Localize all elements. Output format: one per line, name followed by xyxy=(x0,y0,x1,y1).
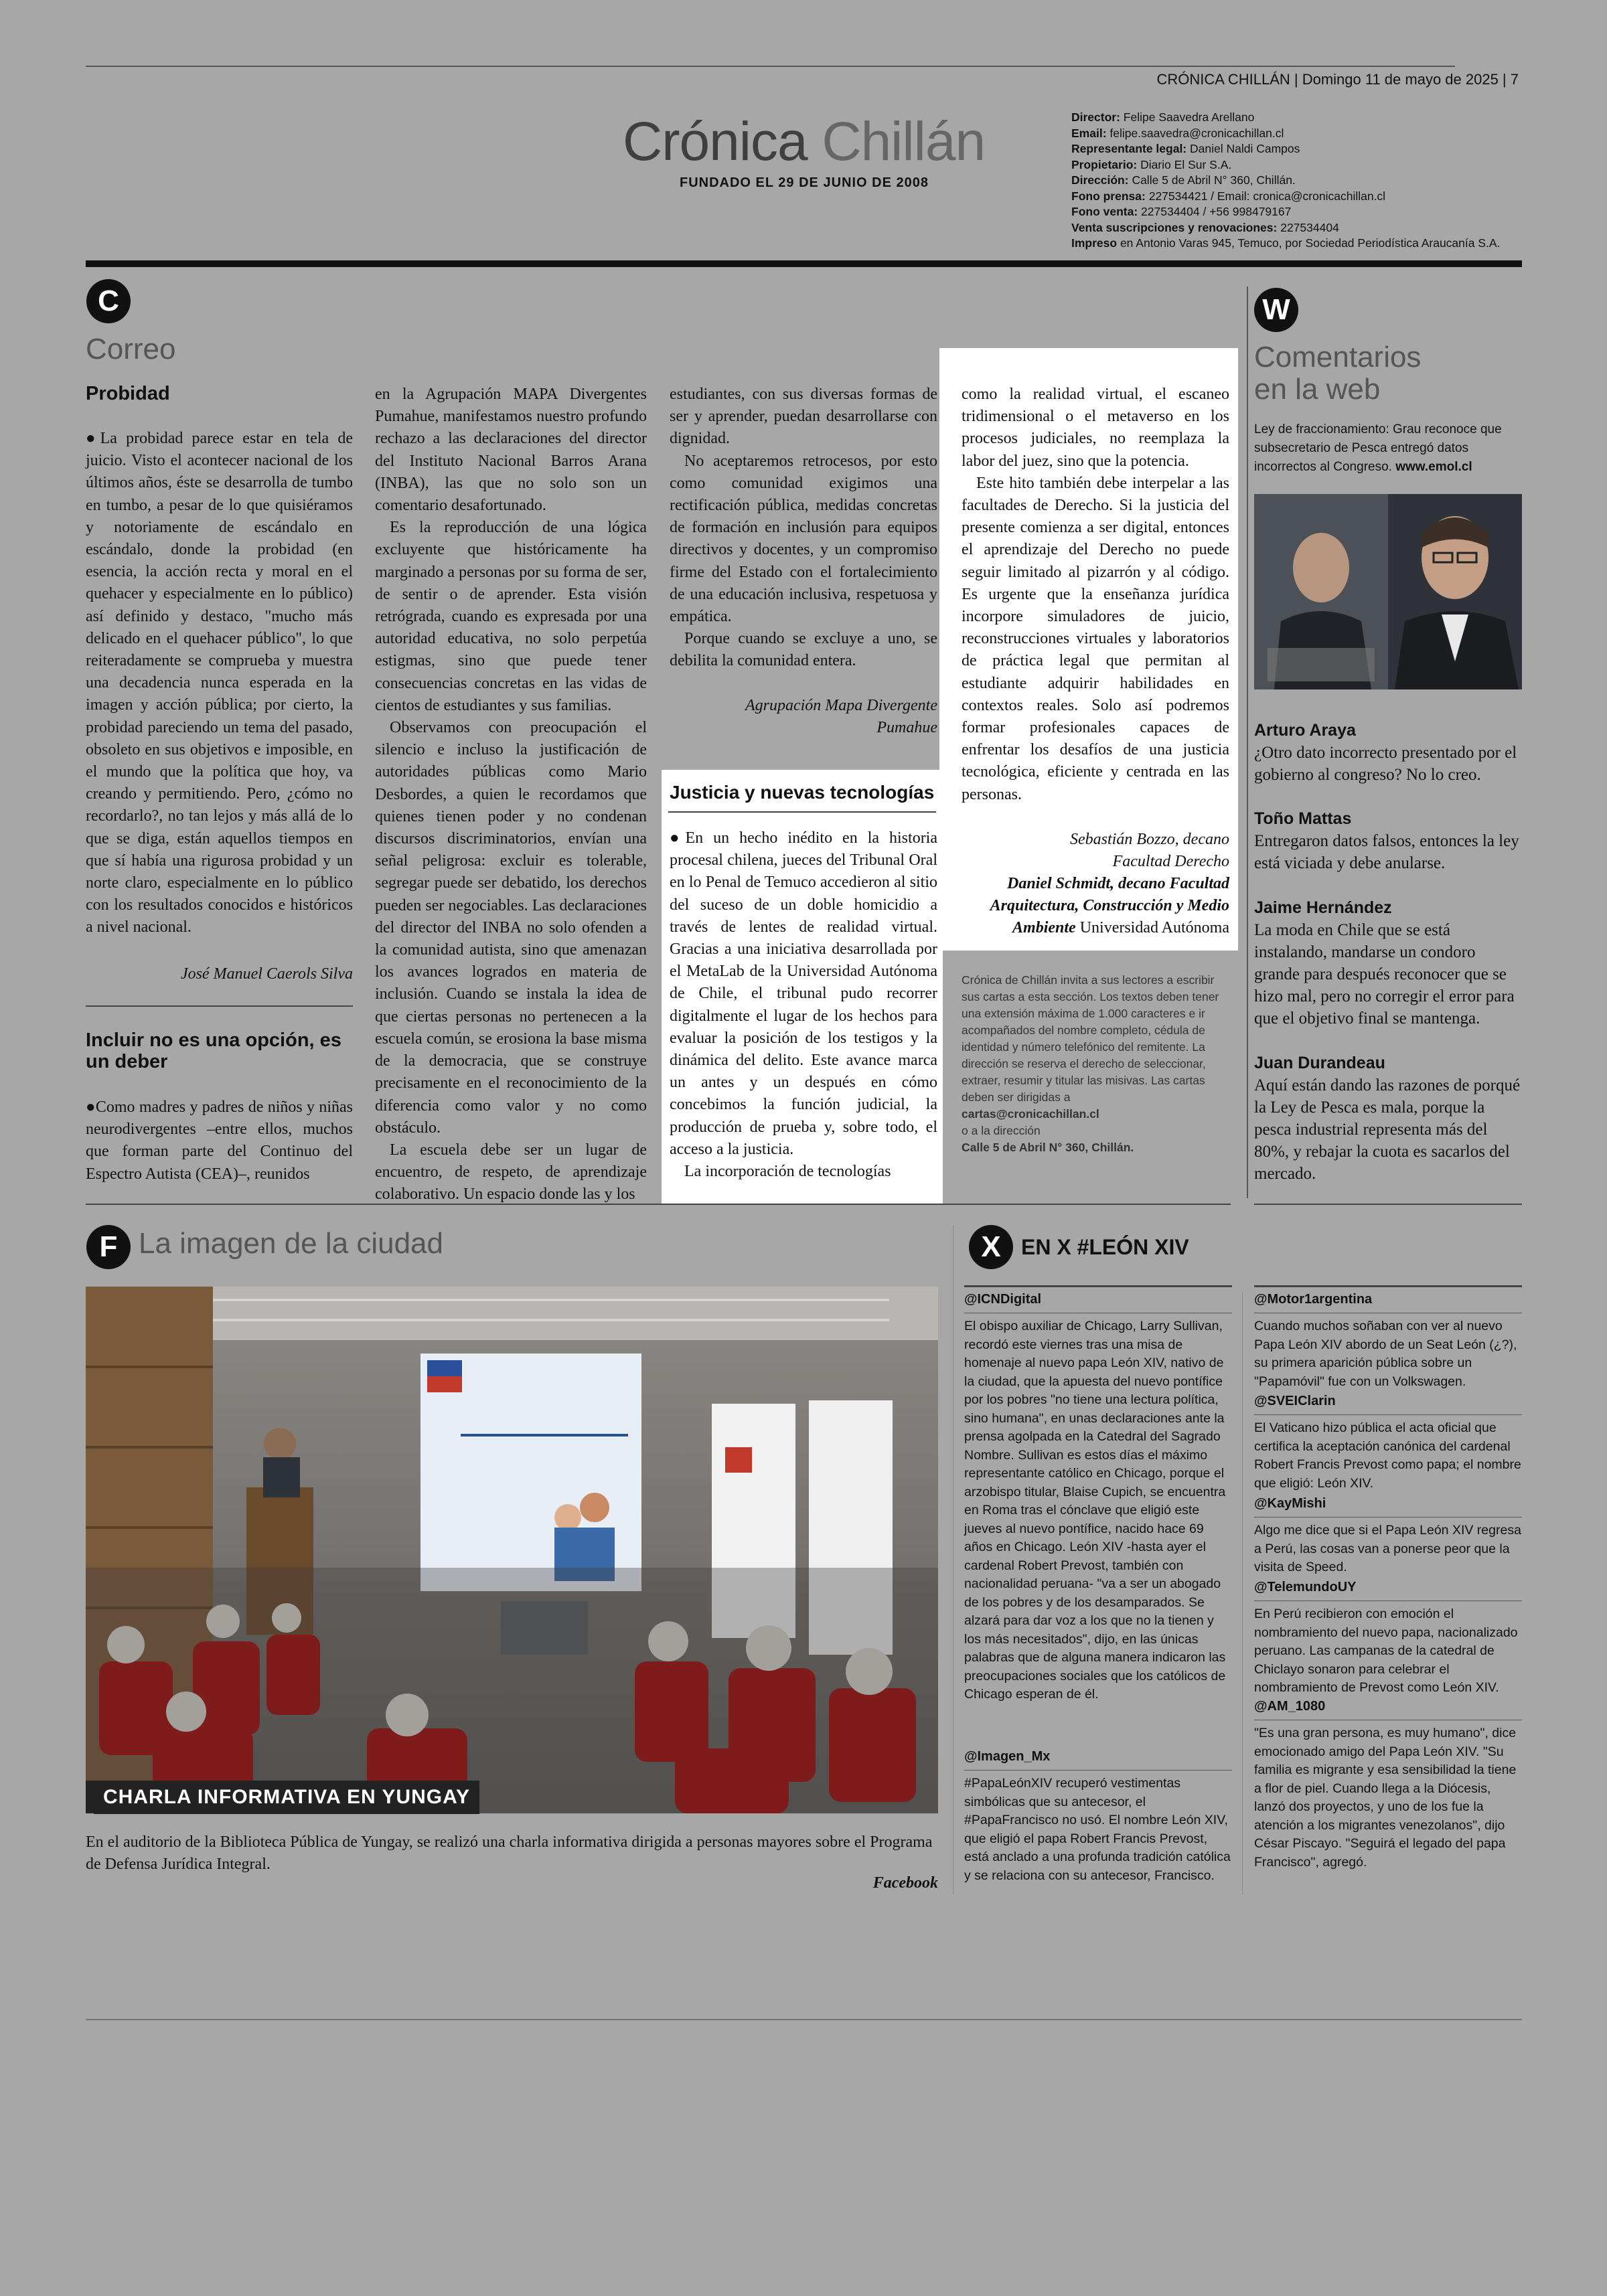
masthead-label: Representante legal: xyxy=(1071,142,1187,155)
web-comment-text: Aquí están dando las razones de porqué la Ley de Pesca es mala, porque la pesca industrial representa más del 80%, y rebajar la cuota es sacarlos del mercado. xyxy=(1254,1076,1521,1183)
masthead-line xyxy=(1071,204,1500,220)
editor-note xyxy=(962,972,1229,1156)
tweet-text: El obispo auxiliar de Chicago, Larry Sullivan, recordó este viernes tras una misa de homenaje al nuevo papa León XIV, nativo de la ciudad, que la apuesta del nuevo pontífice por los pobres "no tiene una lectura política, sino humana", en unas declaraciones ante la prensa agolpada en la Catedral del Sagrado Nombre. Sullivan es estos días el máximo representante católico en Chicago, porque el arzobispo titular, Blaise Cupich, se encuentra en Roma tras el cónclave que eligió este jueves al nuevo pontífice, nacido hace 69 años en Chicago. León XIV -hasta ayer el cardenal Robert Prevost, también con nacionalidad peruana- "va a ser un abogado de los pobres y de los desamparados. Se alzará para dar voz a los que no la tienen y los más necesitados", dijo, en las únicas palabras que de alguna manera indicaron las preocupaciones sociales que los católicos de Chicago esperan de él. xyxy=(964,1319,1226,1702)
letter-justicia-signature xyxy=(962,829,1229,939)
photo-label: CHARLA INFORMATIVA EN YUNGAY xyxy=(94,1781,479,1814)
letter-incluir-p6: estudiantes, con sus diversas formas de ser y aprender, puedan desarrollarse con dignidad. xyxy=(670,386,937,448)
editor-email[interactable]: cartas@cronicachillan.cl xyxy=(962,1107,1099,1121)
tweet-handle[interactable]: @SVEIClarin xyxy=(1254,1394,1336,1408)
masthead-line xyxy=(1071,157,1500,173)
web-comment-author: Arturo Araya xyxy=(1254,721,1356,740)
masthead-label: Fono venta: xyxy=(1071,205,1138,218)
letter-justicia-p3: como la realidad virtual, el escaneo tridimensional o el metaverso en los procesos judiciales, no reemplaza la labor del juez, sino que la potencia. xyxy=(962,386,1229,470)
masthead-label: Fono prensa: xyxy=(1071,189,1146,203)
tweet-text: #PapaLeónXIV recuperó vestimentas simbólicas que su antecesor, el #PapaFrancisco no usó. El nombre León XIV, que eligió el papa Robert Francis Prevost, está anclado a una profunda tradición católica y se relaciona con su antecesor, Francisco. xyxy=(964,1776,1231,1883)
masthead-line xyxy=(1071,173,1500,189)
masthead-value: en Antonio Varas 945, Temuco, por Sociedad Periodística Araucanía S.A. xyxy=(1117,236,1501,250)
tweet-text: El Vaticano hizo pública el acta oficial que certifica la aceptación canónica del cardenal Robert Francis Prevost como papa; el nombre que eligió: León XIV. xyxy=(1254,1420,1521,1491)
web-photo xyxy=(1254,494,1522,689)
web-comment-text: ¿Otro dato incorrecto presentado por el gobierno al congreso? No lo creo. xyxy=(1254,744,1517,784)
letter-probidad-text: ●La probidad parece estar en tela de juicio. Visto el acontecer nacional de los últimos años, éste se desarrolla de tumbo en tumbo, a pesar de lo que quisiéramos y notoriamente de escándalo en escándalo, donde la probidad (en esencia, la acción recta y moral en el quehacer y especialmente en lo público) así definido y destaco, "mucho más delicado en el quehacer público", lo que reiteradamente se comprueba y muestra una decadencia nunca esperada en la imagen y acción pública; por cierto, la probidad pareciendo un tema del pasado, obsoleto en sus objetivos e imposible, en el mundo que la política que hoy, va creando y permitiendo. Pero, ¿cómo no recordarlo?, no tan lejos y más allá de lo que se diga, están aquellos tiempos en que sí había una rigurosa probidad y un norte claro, especialmente en lo público con los resultados conocidos e históricos a nivel nacional. xyxy=(86,430,353,936)
masthead-info xyxy=(1071,110,1500,252)
photo-caption: En el auditorio de la Biblioteca Pública de Yungay, se realizó una charla informativa dirigida a personas mayores sobre el Programa de Defensa Jurídica Integral. xyxy=(86,1833,933,1873)
web-comment-author: Juan Durandeau xyxy=(1254,1054,1385,1072)
correo-badge: C xyxy=(86,279,131,323)
tweet-handle[interactable]: @ICNDigital xyxy=(964,1292,1042,1307)
masthead-value: 227534404 / +56 998479167 xyxy=(1138,205,1292,218)
city-photo xyxy=(86,1287,938,1813)
web-comment xyxy=(1254,897,1522,1030)
letter-incluir-title: Incluir no es una opción, es un deber xyxy=(86,1030,341,1072)
tweet-handle[interactable]: @KayMishi xyxy=(1254,1496,1326,1511)
ciudad-section-title: La imagen de la ciudad xyxy=(139,1227,443,1260)
masthead-label: Venta suscripciones y renovaciones: xyxy=(1071,220,1278,234)
tweet-handle[interactable]: @Motor1argentina xyxy=(1254,1292,1373,1307)
tweet-handle[interactable]: @TelemundoUY xyxy=(1254,1580,1357,1594)
web-comment-text: Entregaron datos falsos, entonces la ley está viciada y debe anularse. xyxy=(1254,832,1519,872)
masthead-label: Propietario: xyxy=(1071,157,1138,171)
masthead-value: felipe.saavedra@cronicachillan.cl xyxy=(1106,126,1284,140)
letter-justicia-col4 xyxy=(962,384,1229,806)
letter-probidad-body xyxy=(86,428,353,939)
signature-line-1: Sebastián Bozzo, decano xyxy=(1070,831,1229,848)
tweet-handle[interactable]: @Imagen_Mx xyxy=(964,1749,1051,1764)
tweet-handle[interactable]: @AM_1080 xyxy=(1254,1699,1326,1714)
editor-or: o a la dirección xyxy=(962,1124,1041,1137)
masthead-value: Daniel Naldi Campos xyxy=(1187,142,1300,155)
web-badge: W xyxy=(1254,288,1298,332)
letter-incluir-p5: La escuela debe ser un lugar de encuentro, de respeto, de aprendizaje colaborativo. Un espacio donde las y los xyxy=(375,1141,647,1204)
founded-line: FUNDADO EL 29 DE JUNIO DE 2008 xyxy=(680,175,929,190)
letter-incluir-p1: ●Como madres y padres de niños y niñas neurodivergentes –entre ellos, muchos que forman parte del Continuo del Espectro Autista (CEA)–, reunidos xyxy=(86,1098,353,1183)
web-intro-site[interactable]: www.emol.cl xyxy=(1395,460,1472,474)
photo-credit: Facebook xyxy=(872,1874,938,1892)
masthead-label: Impreso xyxy=(1071,236,1118,250)
masthead-label: Dirección: xyxy=(1071,173,1129,187)
signature-line-4: Arquitectura, Construcción y Medio xyxy=(990,897,1229,914)
masthead-line xyxy=(1071,236,1500,252)
masthead-value: Calle 5 de Abril N° 360, Chillán. xyxy=(1128,173,1296,187)
web-comment-text: La moda en Chile que se está instalando, mandarse un condoro grande para después reconocer que se hizo mal, pero no corregir el error para que el objetivo final se mantenga. xyxy=(1254,921,1515,1028)
web-intro-text: Ley de fraccionamiento: Grau reconoce que subsecretario de Pesca entregó datos incorrectos al Congreso. xyxy=(1254,422,1502,474)
masthead-label: Email: xyxy=(1071,126,1107,140)
web-section-title xyxy=(1254,341,1421,406)
web-title-line1: Comentarios xyxy=(1254,341,1422,374)
letter-justicia-p1: ●En un hecho inédito en la historia procesal chilena, jueces del Tribunal Oral en lo Penal de Temuco accedieron al sitio del suceso de un doble homicidio a través de lentes de realidad virtual. Gracias a una iniciativa desarrollada por el MetaLab de la Universidad Autónoma de Chile, el tribunal pudo recorrer digitalmente el lugar de los hechos para evaluar la posición de los testigos y la dinámica del delito. Este avance marca un antes y un después en cómo concebimos la función judicial, la producción de prueba y, sobre todo, el acceso a la justicia. xyxy=(670,829,937,1158)
letter-incluir-p2: en la Agrupación MAPA Divergentes Pumahue, manifestamos nuestro profundo rechazo a las declaraciones del director del Instituto Nacional Barros Arana (INBA), las que no solo son un comentario desafortunado. xyxy=(375,386,647,515)
letter-incluir-col1 xyxy=(86,1096,353,1185)
signature-line-3: Daniel Schmidt, decano Facultad xyxy=(1006,875,1229,892)
newspaper-logo xyxy=(623,110,985,173)
signature-line-5a: Ambiente xyxy=(1012,919,1076,936)
letter-incluir-col2 xyxy=(375,384,647,1206)
letter-justicia-col3 xyxy=(670,827,937,1183)
masthead-line xyxy=(1071,126,1500,142)
tweet-text: Cuando muchos soñaban con ver al nuevo Papa León XIV abordo de un Seat León (¿?), su primera aparición pública sobre un "Papamóvil" fue con un Volkswagen. xyxy=(1254,1319,1517,1389)
running-head: CRÓNICA CHILLÁN | Domingo 11 de mayo de 2025 | 7 xyxy=(1156,71,1519,88)
masthead-value: 227534404 xyxy=(1277,220,1339,234)
tweet-text: "Es una gran persona, es muy humano", dice emocionado amigo del Papa León XIV. "Su familia es migrante y esa sensibilidad la tiene a flor de piel. Cuando llega a la Diócesis, lanzó dos proyectos, y uno de los fue la atención a los migrantes venezolanos", dijo César Piscayo. "Seguirá el legado del papa Francisco", agregó. xyxy=(1254,1726,1517,1870)
letter-incluir-p8: Porque cuando se excluye a uno, se debilita la comunidad entera. xyxy=(670,630,937,670)
editor-note-text: Crónica de Chillán invita a sus lectores a escribir sus cartas a esta sección. Los textos deben tener una extensión máxima de 1.000 caracteres e ir acompañados del nombre completo, cédula de identidad y número telefónico del remitente. La dirección se reserva el derecho de seleccionar, extraer, resumir y titular las misivas. Las cartas deben ser dirigidas a xyxy=(962,973,1219,1104)
letter-justicia-p4: Este hito también debe interpelar a las facultades de Derecho. Si la justicia del presente comienza a ser digital, entonces el aprendizaje del Derecho no puede seguir limitado al pizarrón y al código. Es urgente que la enseñanza jurídica incorpore simuladores de juicio, reconstrucciones virtuales y laboratorios de práctica legal que permitan al estudiante adquirir habilidades en contextos reales. Solo así podremos formar profesionales capaces de enfrentar los desafíos de una justicia tecnológica, eficiente y centrada en las personas. xyxy=(962,474,1229,803)
web-comment-author: Toño Mattas xyxy=(1254,809,1352,828)
x-badge: X xyxy=(969,1225,1013,1269)
masthead-value: Felipe Saavedra Arellano xyxy=(1120,110,1255,124)
masthead-line xyxy=(1071,141,1500,157)
tweet-text: En Perú recibieron con emoción el nombramiento del nuevo papa, nacionalizado peruano. Las campanas de la catedral de Chiclayo sonaron para celebrar el nombramiento de Prevost como León XIV. xyxy=(1254,1607,1518,1695)
masthead-line xyxy=(1071,220,1500,236)
signature-line-2: Facultad Derecho xyxy=(1112,853,1229,870)
letter-probidad-title: Probidad xyxy=(86,383,170,404)
masthead-value: 227534421 / Email: cronica@cronicachillan.cl xyxy=(1145,189,1386,203)
masthead-line xyxy=(1071,189,1500,205)
web-comment xyxy=(1254,808,1522,874)
letter-incluir-signature-line1: Agrupación Mapa Divergente xyxy=(745,697,937,714)
letter-incluir-p7: No aceptaremos retrocesos, por esto como comunidad exigimos una rectificación pública, medidas concretas de formación en inclusión para equipos directivos y docentes, y un compromiso firme del Estado con el fortalecimiento de una educación inclusiva, respetuosa y empática. xyxy=(670,452,937,626)
letter-probidad-signature: José Manuel Caerols Silva xyxy=(180,965,353,983)
masthead-line xyxy=(1071,110,1500,126)
editor-address: Calle 5 de Abril N° 360, Chillán. xyxy=(962,1141,1134,1154)
letter-incluir-signature-line2: Pumahue xyxy=(876,719,937,736)
x-section-title: EN X #LEÓN XIV xyxy=(1021,1235,1189,1259)
web-comment xyxy=(1254,1052,1522,1185)
web-title-line2: en la web xyxy=(1254,373,1381,406)
ciudad-badge: F xyxy=(86,1225,131,1269)
letter-incluir-p4: Observamos con preocupación el silencio e incluso la justificación de autoridades públicas como Mario Desbordes, a quien le recordamos que quienes tienen poder y no condenan discursos discriminatorios, envían una señal peligrosa: excluir es tolerable, segregar puede ser debatido, los derechos pueden ser negociables. Las declaraciones del director del INBA no solo ofenden a la comunidad autista, sino que amenazan los avances logrados en materia de inclusión. Cuando se instala la idea de que ciertas personas no pertenecen a la escuela común, se erosiona la base misma de la democracia, que se construye precisamente en el reconocimiento de la diferencia como valor y no como obstáculo. xyxy=(375,719,647,1137)
masthead-label: Director: xyxy=(1071,110,1120,124)
signature-line-5b: Universidad Autónoma xyxy=(1075,919,1229,936)
logo-part-1: Crónica xyxy=(623,111,808,172)
masthead-value: Diario El Sur S.A. xyxy=(1137,157,1232,171)
correo-section-title: Correo xyxy=(86,333,176,365)
letter-incluir-signature xyxy=(670,695,937,739)
letter-incluir-col3 xyxy=(670,384,937,673)
web-comment xyxy=(1254,720,1522,786)
logo-part-2: Chillán xyxy=(822,111,986,172)
web-comment-author: Jaime Hernández xyxy=(1254,898,1392,917)
tweet-text: Algo me dice que si el Papa León XIV regresa a Perú, las cosas van a ponerse peor que la visita de Speed. xyxy=(1254,1523,1521,1574)
letter-incluir-p3: Es la reproducción de una lógica excluyente que históricamente ha marginado a personas por su forma de ser, de sentir o de aprender. Esta visión retrógrada, cuando es expresada por una autoridad educativa, no solo perpetúa estigmas, sino que puede tener consecuencias concretas en las vidas de cientos de estudiantes y sus familias. xyxy=(375,519,647,714)
letter-justicia-title: Justicia y nuevas tecnologías xyxy=(670,782,935,803)
letter-justicia-p2: La incorporación de tecnologías xyxy=(684,1163,891,1181)
web-intro xyxy=(1254,420,1522,477)
